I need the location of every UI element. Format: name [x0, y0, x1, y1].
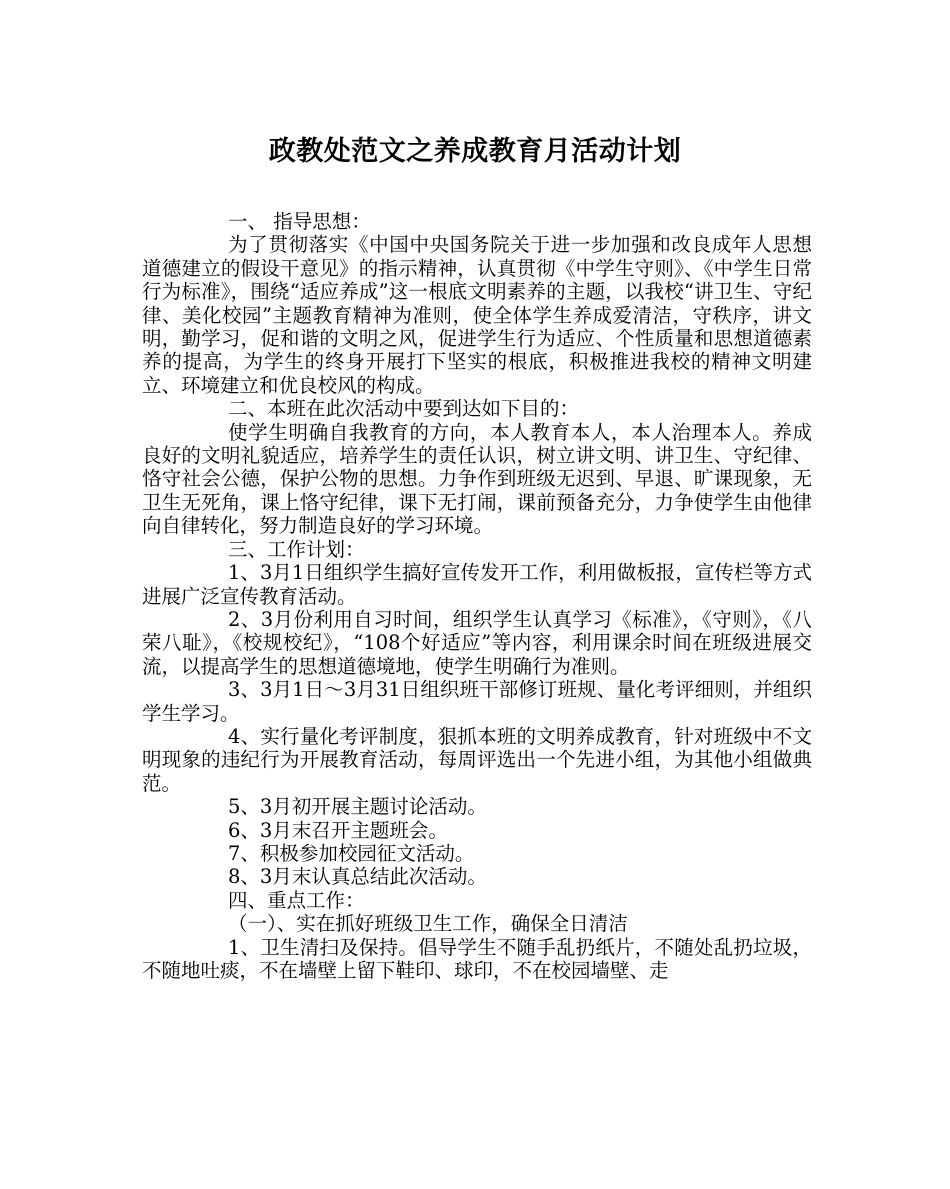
section-heading-work-plan: 三、工作计划：: [228, 537, 365, 561]
plan-item-2: 2、3月份利用自习时间，组织学生认真学习《标准》，《守则》，《八荣八耻》，《校规校纪》，“108个好适应”等内容，利用课余时间在班级进展交流，以提高学生的思想道德境地，使学生明确行为准则。: [142, 607, 812, 678]
plan-item-8: 8、3月末认真总结此次活动。: [228, 865, 487, 889]
section-heading-goals: 二、本班在此次活动中要到达如下目的：: [228, 397, 580, 421]
plan-item-7: 7、积极参加校园征文活动。: [228, 841, 475, 865]
plan-item-5: 5、3月初开展主题讨论活动。: [228, 795, 487, 819]
document-title: 政教处范文之养成教育月活动计划: [268, 136, 682, 167]
plan-item-3: 3、3月1日～3月31日组织班干部修订班规、量化考评细则，并组织学生学习。: [142, 678, 812, 725]
subsection-heading-hygiene: （一）、实在抓好班级卫生工作，确保全日清洁: [228, 912, 628, 936]
plan-item-4: 4、实行量化考评制度，狠抓本班的文明养成教育，针对班级中不文明现象的违纪行为开展教育活动，每周评选出一个先进小组，为其他小组做典范。: [142, 724, 812, 795]
section-heading-guiding-thought: 一、 指导思想：: [228, 210, 371, 233]
plan-item-6: 6、3月末召开主题班会。: [228, 818, 448, 842]
document-body: [142, 210, 812, 982]
plan-item-1: 1、3月1日组织学生搞好宣传发开工作，利用做板报，宣传栏等方式进展广泛宣传教育活动。: [142, 561, 812, 608]
paragraph-goals: 使学生明确自我教育的方向，本人教育本人，本人治理本人。养成良好的文明礼貌适应，培养学生的责任认识，树立讲文明、讲卫生、守纪律、恪守社会公德，保护公物的思想。力争作到班级无迟到、早退、旷课现象，无卫生无死角，课上恪守纪律，课下无打闹，课前预备充分，力争使学生由他律向自律转化，努力制造良好的学习环境。: [142, 420, 812, 538]
paragraph-hygiene-1: 1、卫生清扫及保持。倡导学生不随手乱扔纸片，不随处乱扔垃圾，不随地吐痰，不在墙壁上留下鞋印、球印，不在校园墙壁、走: [142, 935, 812, 982]
paragraph-guiding-thought: 为了贯彻落实《中国中央国务院关于进一步加强和改良成年人思想道德建立的假设干意见》的指示精神，认真贯彻《中学生守则》、《中学生日常行为标准》，围绕“适应养成”这一根底文明素养的主题，以我校“讲卫生、守纪律、美化校园”主题教育精神为准则，使全体学生养成爱清洁，守秩序，讲文明，勤学习，促和谐的文明之风，促进学生行为适应、个性质量和思想道德素养的提高，为学生的终身开展打下坚实的根底，积极推进我校的精神文明建立、环境建立和优良校风的构成。: [142, 233, 812, 397]
section-heading-key-work: 四、重点工作：: [228, 888, 365, 912]
